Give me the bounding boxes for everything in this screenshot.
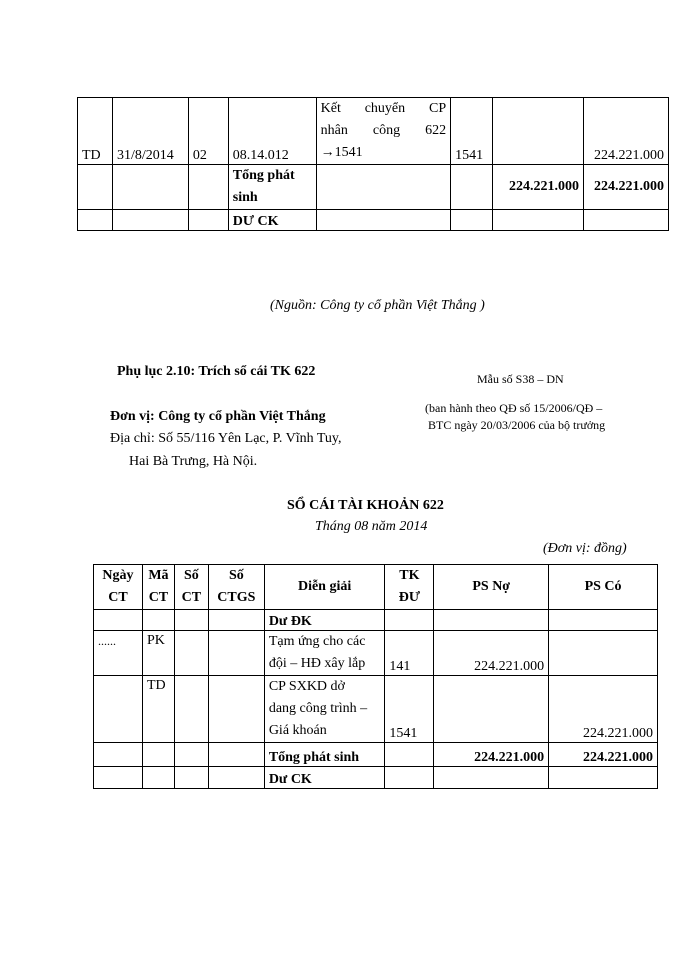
header-line: TK xyxy=(399,568,420,583)
row-account: 1541 xyxy=(451,98,493,165)
desc-line: Tạm ứng cho các xyxy=(268,634,366,649)
header-dien-giai: Diễn giải xyxy=(264,565,385,610)
header-line: CT xyxy=(181,590,202,605)
header-line: Ngày xyxy=(102,568,134,583)
form-number: Mẫu số S38 – DN xyxy=(477,372,564,386)
header-line: ĐƯ xyxy=(398,590,420,605)
top-ledger-table xyxy=(77,97,669,231)
desc-line: CP SXKD dở xyxy=(268,679,345,694)
source-note: (Nguồn: Công ty cổ phần Việt Thắng ) xyxy=(270,298,485,313)
header-so-ctgs xyxy=(208,565,264,610)
header-so-ct xyxy=(174,565,208,610)
desc-line: đội – HĐ xây lắp xyxy=(268,656,366,671)
currency-unit: (Đơn vị: đồng) xyxy=(543,541,627,556)
row-date: 31/8/2014 xyxy=(112,98,188,165)
header-line: CT xyxy=(148,590,169,605)
header-line: Số xyxy=(183,568,199,583)
opening-balance-label: Dư ĐK xyxy=(264,610,385,631)
appendix-title: Phụ lục 2.10: Trích sổ cái TK 622 xyxy=(117,364,316,379)
ledger-total-credit: 224.221.000 xyxy=(549,743,658,767)
address-line-1: Địa chỉ: Số 55/116 Yên Lạc, P. Vĩnh Tuy, xyxy=(110,431,342,446)
td-account: 1541 xyxy=(385,676,434,743)
total-label: Tổng phát sinh xyxy=(228,165,316,210)
header-line: CTGS xyxy=(217,590,256,605)
header-line: Mã xyxy=(148,568,169,583)
ledger-closing-label: Dư CK xyxy=(264,767,385,789)
form-note-line-2: BTC ngày 20/03/2006 của bộ trưởng xyxy=(428,418,606,432)
row-debit xyxy=(493,98,584,165)
td-credit: 224.221.000 xyxy=(549,676,658,743)
desc-line: nhân công 622 xyxy=(320,123,447,138)
closing-label: DƯ CK xyxy=(228,210,316,231)
unit-line: Đơn vị: Công ty cổ phần Việt Thắng xyxy=(110,409,326,424)
total-debit: 224.221.000 xyxy=(493,165,584,210)
pk-date: ...... xyxy=(94,631,143,676)
total-credit: 224.221.000 xyxy=(584,165,669,210)
ledger-month: Tháng 08 năm 2014 xyxy=(315,519,428,534)
ledger-total-debit: 224.221.000 xyxy=(434,743,549,767)
row-code: 08.14.012 xyxy=(228,98,316,165)
pk-description xyxy=(264,631,385,676)
row-type: TD xyxy=(78,98,113,165)
td-code: TD xyxy=(142,676,174,743)
pk-debit: 224.221.000 xyxy=(434,631,549,676)
header-ps-co: PS Có xyxy=(549,565,658,610)
row-number: 02 xyxy=(188,98,228,165)
header-ma-ct xyxy=(142,565,174,610)
form-note-line-1: (ban hành theo QĐ số 15/2006/QĐ – xyxy=(425,401,603,415)
header-tk-du xyxy=(385,565,434,610)
header-ps-no: PS Nợ xyxy=(434,565,549,610)
desc-line: →1541 xyxy=(320,145,363,160)
ledger-title: SỔ CÁI TÀI KHOẢN 622 xyxy=(287,498,444,513)
address-line-2: Hai Bà Trưng, Hà Nội. xyxy=(129,454,258,469)
ledger-total-label: Tổng phát sinh xyxy=(264,743,385,767)
header-ngay-ct xyxy=(94,565,143,610)
pk-account: 141 xyxy=(385,631,434,676)
desc-line: Giá khoán xyxy=(268,723,327,738)
header-line: Số xyxy=(228,568,244,583)
ledger-table xyxy=(93,564,658,789)
td-description xyxy=(264,676,385,743)
row-credit: 224.221.000 xyxy=(584,98,669,165)
header-line: CT xyxy=(108,590,128,605)
desc-line: Kết chuyển CP xyxy=(320,101,447,116)
pk-code: PK xyxy=(142,631,174,676)
row-description xyxy=(316,98,450,165)
desc-line: dang công trình – xyxy=(268,701,368,716)
